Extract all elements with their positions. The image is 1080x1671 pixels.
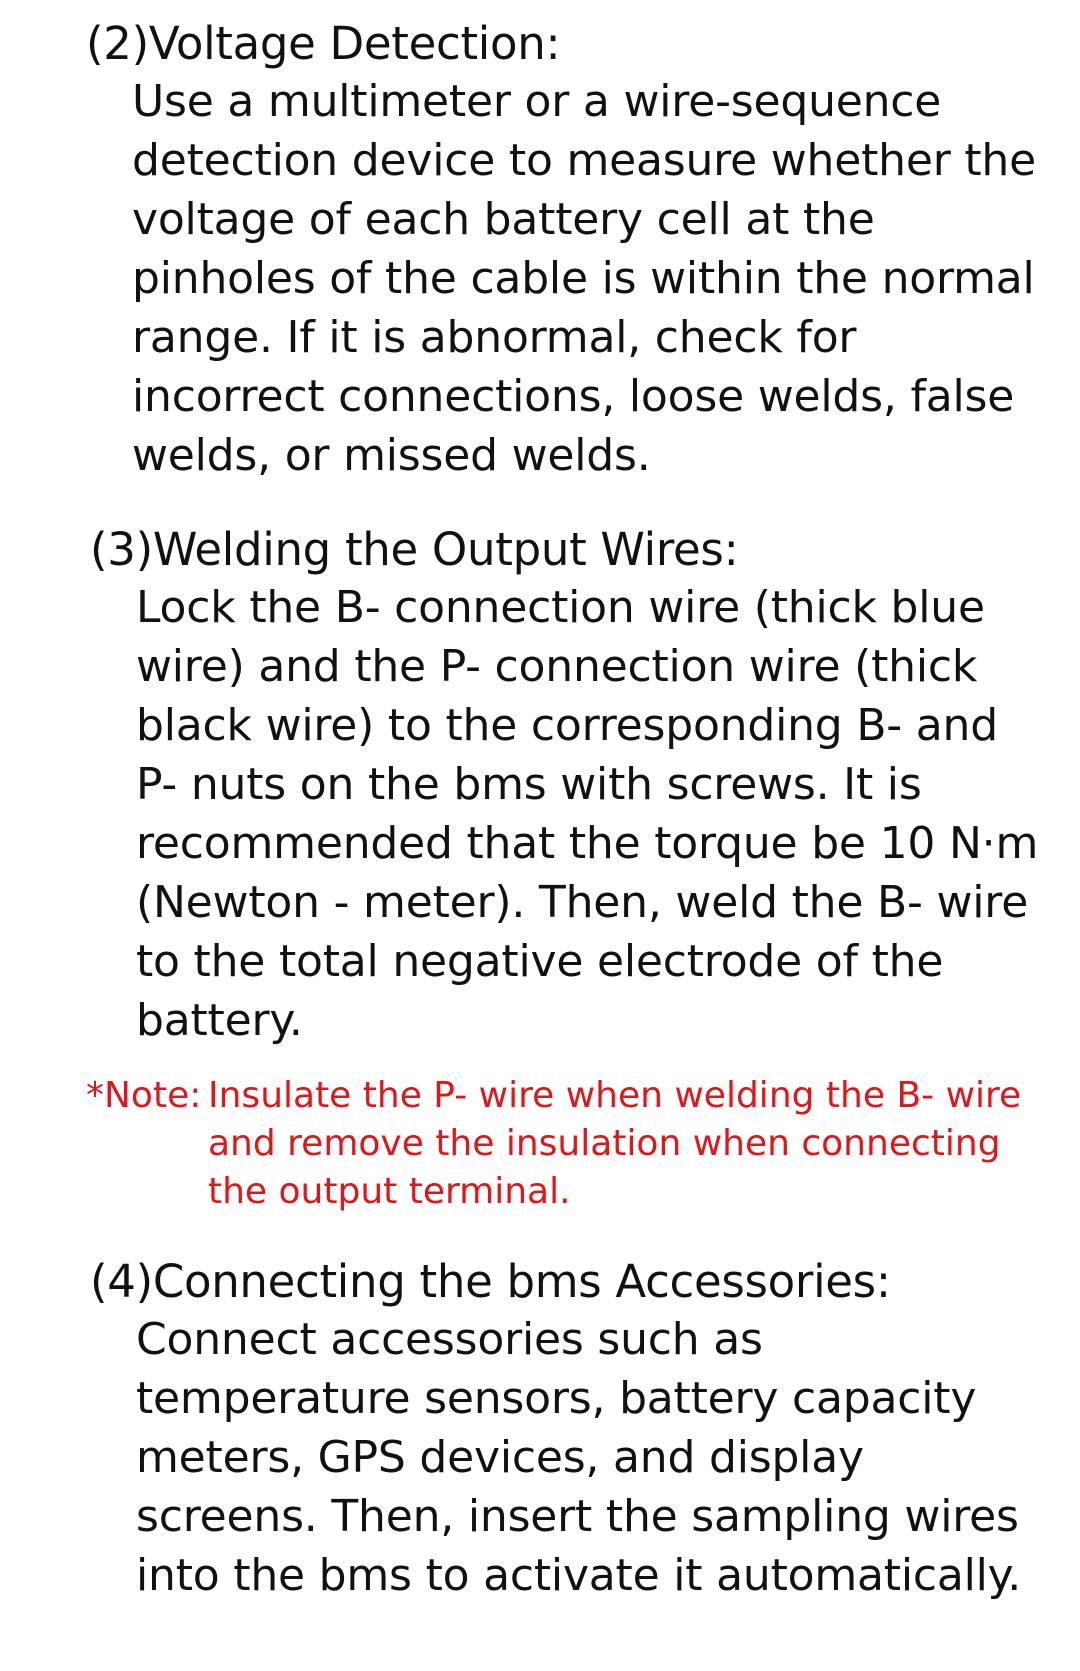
body-line: screens. Then, insert the sampling wires xyxy=(136,1491,1019,1542)
body-line: detection device to measure whether the xyxy=(132,135,1036,186)
body-line: incorrect connections, loose welds, false xyxy=(132,371,1015,422)
body-line: Lock the B- connection wire (thick blue xyxy=(136,582,985,633)
section-body xyxy=(132,72,1036,485)
body-line: (Newton - meter). Then, weld the B- wire xyxy=(136,877,1029,928)
body-line: black wire) to the corresponding B- and xyxy=(136,700,998,751)
body-line: welds, or missed welds. xyxy=(132,430,651,481)
section-heading: (3)Welding the Output Wires: xyxy=(90,523,739,576)
body-line: voltage of each battery cell at the xyxy=(132,194,875,245)
body-line: range. If it is abnormal, check for xyxy=(132,312,857,363)
note-prefix: *Note: xyxy=(86,1075,202,1116)
section-body xyxy=(136,578,1038,1050)
body-line: into the bms to activate it automatically. xyxy=(136,1550,1022,1601)
body-line: temperature sensors, battery capacity xyxy=(136,1373,977,1424)
body-line: wire) and the P- connection wire (thick xyxy=(136,641,978,692)
section-body xyxy=(136,1310,1021,1605)
section-heading: (4)Connecting the bms Accessories: xyxy=(90,1255,891,1308)
note-line: and remove the insulation when connecting xyxy=(208,1123,1001,1164)
body-line: to the total negative electrode of the xyxy=(136,936,944,987)
section-heading: (2)Voltage Detection: xyxy=(86,17,561,70)
body-line: meters, GPS devices, and display xyxy=(136,1432,864,1483)
note-line: Insulate the P- wire when welding the B- wire xyxy=(208,1075,1022,1116)
body-line: recommended that the torque be 10 N·m xyxy=(136,818,1039,869)
body-line: battery. xyxy=(136,995,303,1046)
body-line: Connect accessories such as xyxy=(136,1314,763,1365)
body-line: Use a multimeter or a wire-sequence xyxy=(132,76,942,127)
note-text xyxy=(208,1072,1021,1216)
body-line: P- nuts on the bms with screws. It is xyxy=(136,759,922,810)
body-line: pinholes of the cable is within the normal xyxy=(132,253,1035,304)
note-line: the output terminal. xyxy=(208,1171,571,1212)
